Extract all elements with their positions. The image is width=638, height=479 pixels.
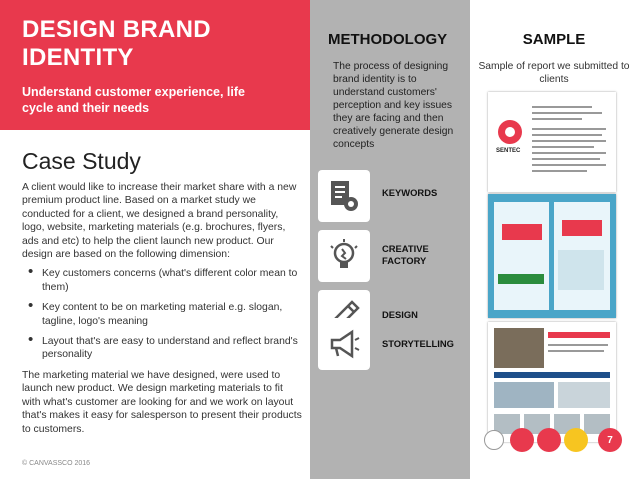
page-number: 7 bbox=[598, 428, 622, 452]
case-study-section bbox=[22, 148, 302, 436]
brochure-left bbox=[494, 202, 549, 310]
step-label-creative-factory: CREATIVE FACTORY bbox=[382, 243, 429, 266]
case-study-bullets bbox=[22, 267, 302, 361]
sample-heading: SAMPLE bbox=[522, 31, 586, 48]
document-gear-icon bbox=[326, 178, 362, 214]
footer-dot bbox=[537, 428, 561, 452]
methodology-description: The process of designing brand identity is to understand customers' perception and key issues they are facing and then creatively generate design concepts bbox=[333, 61, 454, 150]
bullet-item: • Key customers concerns (what's different color mean to them) bbox=[22, 267, 302, 294]
sample-description: Sample of report we submitted to clients bbox=[478, 61, 630, 85]
case-study-heading: Case Study bbox=[22, 148, 141, 174]
title-line-2: IDENTITY bbox=[22, 44, 134, 71]
step-label-storytelling: STORYTELLING bbox=[382, 338, 454, 349]
sentec-logo-text: SENTEC bbox=[496, 148, 521, 154]
sample-report-page-3 bbox=[488, 322, 616, 442]
case-study-closing: The marketing material we have designed, were used to launch new product. We design marketing materials to fit with what's customer are looking for and we work on layout that's makes it easy for salesperson to present their products to customers. bbox=[22, 369, 302, 435]
header-panel bbox=[0, 0, 310, 130]
sample-report-page-2 bbox=[488, 194, 616, 318]
footer-dot bbox=[510, 428, 534, 452]
sample-report-page-1 bbox=[488, 92, 616, 192]
bullet-item: • Key content to be on marketing material e.g. slogan, tagline, logo's meaning bbox=[22, 301, 302, 328]
bullet-item: • Layout that's are easy to understand and reflect brand's personality bbox=[22, 335, 302, 362]
title-line-1: DESIGN BRAND bbox=[22, 16, 211, 43]
case-study-intro: A client would like to increase their market share with a new premium product line. Based on a market study we conducted for a client, we designed a brand personality, logo, website, marketing materials (e.g. brochures, flyers, ads and etc) to help the client launch new product. Our design are based on the following dimension: bbox=[22, 182, 297, 261]
creative-icon-box bbox=[318, 230, 370, 282]
footer-badge-icon bbox=[484, 430, 504, 450]
keywords-icon-box bbox=[318, 170, 370, 222]
methodology-heading: METHODOLOGY bbox=[328, 31, 448, 48]
page-subtitle: Understand customer experience, life cycle and their needs bbox=[22, 85, 245, 115]
copyright: © CANVASSCO 2016 bbox=[22, 460, 91, 467]
lightbulb-icon bbox=[326, 238, 362, 274]
footer-dots bbox=[510, 428, 588, 452]
sentec-logo-icon bbox=[498, 120, 522, 144]
megaphone-icon bbox=[326, 326, 362, 362]
step-label-design: DESIGN bbox=[382, 309, 418, 320]
storytelling-icon-box bbox=[318, 318, 370, 370]
footer-dot bbox=[564, 428, 588, 452]
page-title bbox=[22, 16, 290, 72]
step-label-keywords: KEYWORDS bbox=[382, 187, 438, 198]
